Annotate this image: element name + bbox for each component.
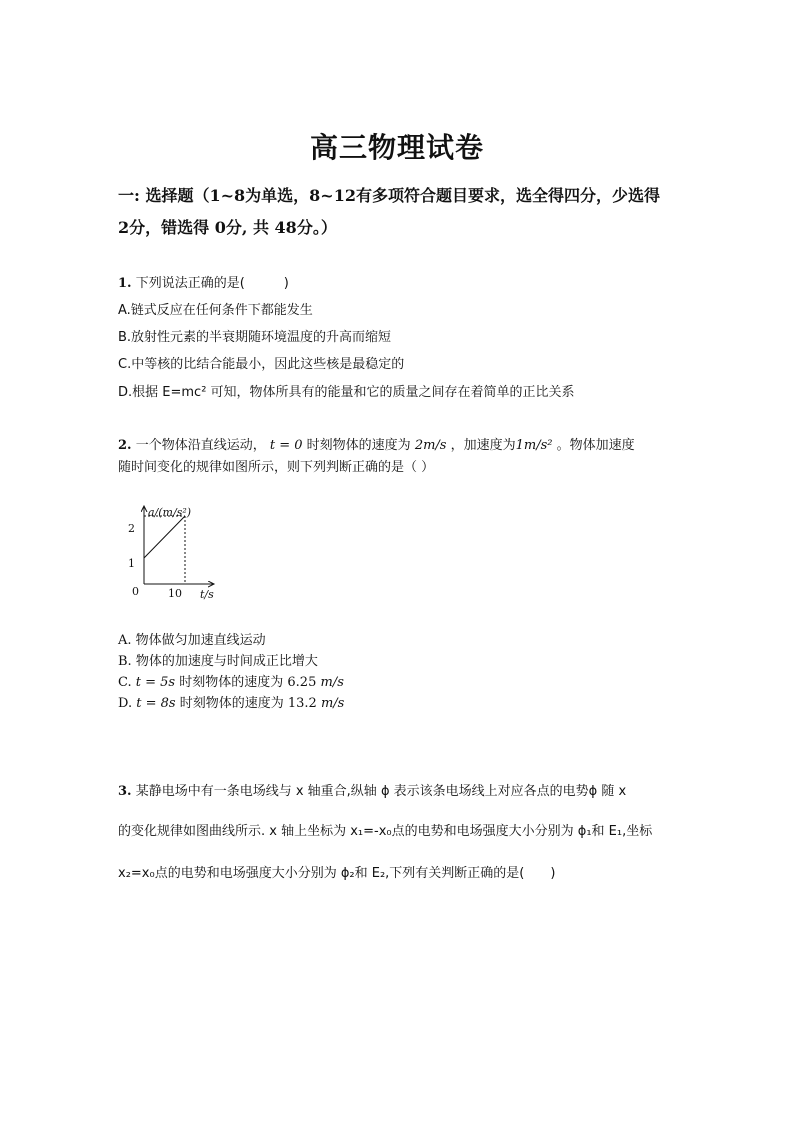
- question-1-option-d: D.根据 E=mc² 可知，物体所具有的能量和它的质量之间存在着简单的正比关系: [118, 385, 575, 400]
- question-1-stem: [118, 272, 289, 291]
- question-3-line2: 的变化规律如图曲线所示. x 轴上坐标为 x₁=-x₀点的电势和电场强度大小分别为 ϕ₁和 E₁,坐标: [118, 824, 653, 839]
- option-prefix: A.: [118, 633, 132, 648]
- option-time: t = 8s: [136, 696, 176, 711]
- initial-acceleration: 1m/s²: [515, 438, 553, 453]
- question-text-part1: 一个物体沿直线运动，: [135, 438, 266, 453]
- time-value: t = 0: [269, 438, 303, 453]
- option-value: 13.2: [287, 696, 317, 711]
- question-text-part4: 。物体加速度: [556, 438, 635, 453]
- question-1-option-a: A.链式反应在任何条件下都能发生: [118, 303, 313, 318]
- question-number: 2.: [118, 438, 132, 453]
- option-value: 6.25: [287, 675, 317, 690]
- option-text: 物体做匀加速直线运动: [135, 633, 266, 648]
- question-2-option-a: [118, 629, 266, 648]
- question-number: 3.: [118, 784, 132, 799]
- y-axis-label: a/(m/s²): [148, 506, 192, 519]
- x-tick-10: 10: [168, 587, 182, 600]
- x-axis-label: t/s: [200, 588, 214, 601]
- question-text-part2: 时刻物体的速度为: [306, 438, 411, 453]
- y-tick-2: 2: [128, 522, 135, 535]
- option-prefix: C.: [118, 675, 132, 690]
- question-number: 1.: [118, 276, 132, 291]
- question-1-option-c: C.中等核的比结合能最小，因此这些核是最稳定的: [118, 357, 405, 372]
- question-2-stem-line1: [118, 434, 635, 453]
- option-unit: m/s: [320, 696, 345, 711]
- origin-label: 0: [132, 585, 139, 598]
- question-text: 某静电场中有一条电场线与 x 轴重合,纵轴 ϕ 表示该条电场线上对应各点的电势ϕ 随 x: [135, 784, 627, 799]
- initial-velocity: 2m/s: [414, 438, 447, 453]
- question-2-stem-line2: 随时间变化的规律如图所示，则下列判断正确的是（ ）: [118, 460, 435, 475]
- page-title: 高三物理试卷: [309, 131, 484, 164]
- question-2-option-b: [118, 650, 318, 669]
- section-description-line2: 2分，错选得 0分, 共 48分。）: [118, 218, 337, 237]
- section-title: 一: 选择题: [118, 186, 194, 205]
- section-header: [118, 180, 678, 244]
- option-text: 时刻物体的速度为: [179, 675, 284, 690]
- question-text: 下列说法正确的是( ): [135, 276, 289, 291]
- option-prefix: D.: [118, 696, 133, 711]
- question-2-option-d: [118, 692, 344, 711]
- question-3-line1: [118, 780, 626, 799]
- option-unit: m/s: [320, 675, 344, 690]
- question-text-part3: ，加速度为: [450, 438, 516, 453]
- option-text: 时刻物体的速度为: [179, 696, 284, 711]
- acceleration-line: [144, 516, 185, 558]
- question-1-option-b: B.放射性元素的半衰期随环境温度的升高而缩短: [118, 330, 392, 345]
- option-time: t = 5s: [135, 675, 176, 690]
- option-text: 物体的加速度与时间成正比增大: [135, 654, 318, 669]
- y-tick-1: 1: [128, 557, 135, 570]
- option-prefix: B.: [118, 654, 132, 669]
- question-3-line3: x₂=x₀点的电势和电场强度大小分别为 ϕ₂和 E₂,下列有关判断正确的是( ): [118, 866, 556, 881]
- acceleration-time-graph: [122, 502, 232, 602]
- section-description-line1: （1~8为单选，8~12有多项符合题目要求，选全得四分，少选得: [193, 186, 660, 205]
- question-2-option-c: [118, 671, 344, 690]
